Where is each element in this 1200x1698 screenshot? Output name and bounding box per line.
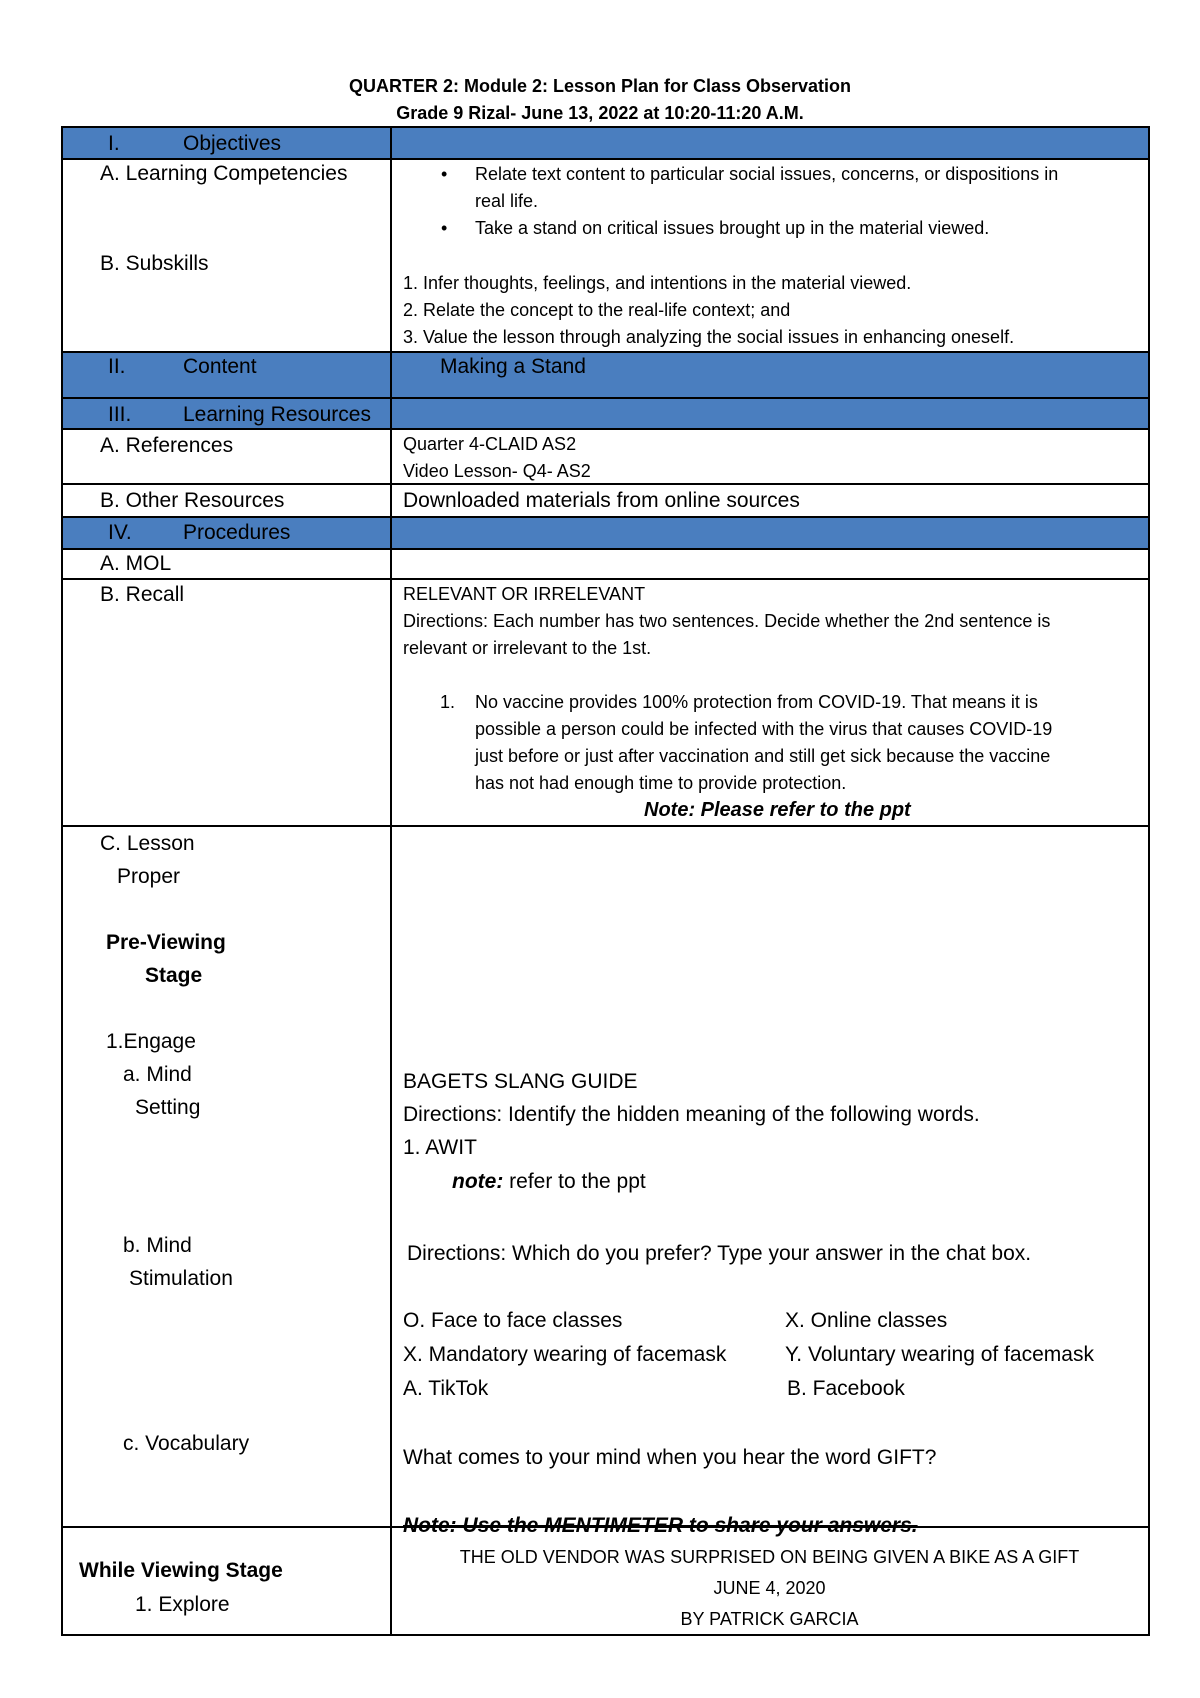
recall-item-number: 1. xyxy=(440,692,456,712)
row-divider xyxy=(61,351,1150,353)
preference-option-3a: A. TikTok xyxy=(403,1377,489,1400)
content-heading: Content xyxy=(183,355,257,378)
subskill-2: 2. Relate the concept to the real-life context; and xyxy=(403,300,791,320)
recall-item-line-3: just before or just after vaccination and still get sick because the vaccine xyxy=(475,746,1051,766)
learning-competencies-label: A. Learning Competencies xyxy=(100,162,348,185)
recall-title: RELEVANT OR IRRELEVANT xyxy=(403,584,646,604)
preference-option-2b: Y. Voluntary wearing of facemask xyxy=(785,1343,1094,1366)
slang-note xyxy=(452,1171,646,1192)
vocabulary-label: c. Vocabulary xyxy=(123,1432,250,1455)
objectives-heading: Objectives xyxy=(183,132,282,155)
recall-item-line-1: No vaccine provides 100% protection from COVID-19. That means it is xyxy=(475,692,1038,712)
preference-option-1a: O. Face to face classes xyxy=(403,1309,623,1332)
row-divider xyxy=(61,578,1150,580)
lesson-proper-label: C. Lesson xyxy=(100,832,195,855)
recall-directions-1: Directions: Each number has two sentences. Decide whether the 2nd sentence is xyxy=(403,611,1051,631)
row-divider xyxy=(61,825,1150,827)
content-value: Making a Stand xyxy=(440,355,586,378)
preference-directions: Directions: Which do you prefer? Type your answer in the chat box. xyxy=(407,1242,1032,1265)
row-divider xyxy=(61,397,1150,399)
story-title: THE OLD VENDOR WAS SURPRISED ON BEING GIVEN A BIKE AS A GIFT xyxy=(459,1547,1080,1567)
procedures-number: IV. xyxy=(108,521,132,544)
document-title: QUARTER 2: Module 2: Lesson Plan for Class Observation xyxy=(348,76,852,96)
mentimeter-note: Note: Use the MENTIMETER to share your answers. xyxy=(403,1514,918,1537)
subskill-3: 3. Value the lesson through analyzing the social issues in enhancing oneself. xyxy=(403,327,1015,347)
other-resources-value: Downloaded materials from online sources xyxy=(403,489,800,512)
lesson-proper-label-cont: Proper xyxy=(117,865,181,888)
row-divider xyxy=(61,126,1150,128)
recall-note: Note: Please refer to the ppt xyxy=(644,799,911,821)
procedures-heading: Procedures xyxy=(183,521,291,544)
recall-item-line-4: has not had enough time to provide protection. xyxy=(475,773,847,793)
competency-bullet-1-cont: real life. xyxy=(475,191,539,211)
slang-note-label: note: xyxy=(452,1170,504,1193)
mind-stimulation-label-cont: Stimulation xyxy=(129,1267,233,1290)
row-divider xyxy=(61,428,1150,430)
mind-setting-label-cont: Setting xyxy=(135,1096,201,1119)
row-divider xyxy=(61,158,1150,160)
mind-setting-label: a. Mind xyxy=(123,1063,192,1086)
preference-option-2a: X. Mandatory wearing of facemask xyxy=(403,1343,727,1366)
references-label: A. References xyxy=(100,434,234,457)
row-divider xyxy=(61,548,1150,550)
preference-option-1b: X. Online classes xyxy=(785,1309,948,1332)
explore-label: 1. Explore xyxy=(135,1593,230,1616)
resources-heading: Learning Resources xyxy=(183,403,371,426)
recall-item-line-2: possible a person could be infected with the virus that causes COVID-19 xyxy=(475,719,1053,739)
other-resources-label: B. Other Resources xyxy=(100,489,285,512)
gift-question: What comes to your mind when you hear the word GIFT? xyxy=(403,1446,937,1469)
document-subtitle: Grade 9 Rizal- June 13, 2022 at 10:20-11:20 A.M. xyxy=(396,103,804,123)
mol-label: A. MOL xyxy=(100,552,172,575)
engage-label: 1.Engage xyxy=(106,1030,196,1053)
objectives-number: I. xyxy=(108,132,120,155)
content-number: II. xyxy=(108,355,126,378)
reference-1: Quarter 4-CLAID AS2 xyxy=(403,434,577,454)
slang-note-text: refer to the ppt xyxy=(503,1170,646,1193)
pre-viewing-stage-label-cont: Stage xyxy=(145,964,203,987)
row-divider xyxy=(61,516,1150,518)
slang-guide-title: BAGETS SLANG GUIDE xyxy=(403,1070,638,1093)
slang-item: 1. AWIT xyxy=(403,1136,477,1159)
subskills-label: B. Subskills xyxy=(100,252,209,275)
while-viewing-stage-label: While Viewing Stage xyxy=(79,1559,283,1582)
slang-directions: Directions: Identify the hidden meaning of the following words. xyxy=(403,1103,980,1126)
row-divider xyxy=(61,483,1150,485)
story-author: BY PATRICK GARCIA xyxy=(680,1609,859,1629)
recall-directions-2: relevant or irrelevant to the 1st. xyxy=(403,638,652,658)
competency-bullet-2: • Take a stand on critical issues brought up in the material viewed. xyxy=(475,219,989,237)
subskill-1: 1. Infer thoughts, feelings, and intentions in the material viewed. xyxy=(403,273,912,293)
competency-bullet-1: • Relate text content to particular social issues, concerns, or dispositions in xyxy=(475,165,1058,183)
mind-stimulation-label: b. Mind xyxy=(123,1234,192,1257)
resources-number: III. xyxy=(108,403,132,426)
row-divider xyxy=(61,1634,1150,1636)
story-date: JUNE 4, 2020 xyxy=(713,1578,826,1598)
reference-2: Video Lesson- Q4- AS2 xyxy=(403,461,591,481)
preference-option-3b: B. Facebook xyxy=(787,1377,905,1400)
recall-label: B. Recall xyxy=(100,583,185,606)
pre-viewing-stage-label: Pre-Viewing xyxy=(106,931,226,954)
